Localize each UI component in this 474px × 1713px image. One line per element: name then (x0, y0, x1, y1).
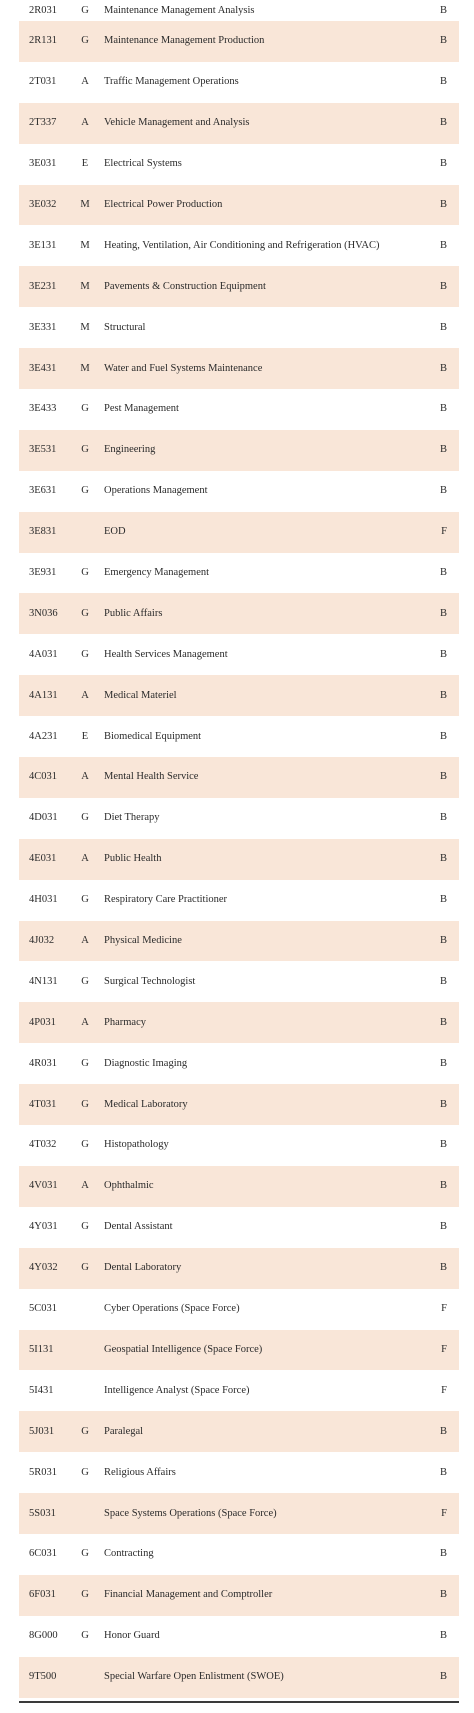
afsc-code-cell: 2T031 (29, 76, 57, 88)
afsc-code-cell: 2T337 (29, 116, 57, 128)
requirement-cell: B (439, 1548, 447, 1560)
afsc-code-cell: 2R031 (29, 4, 58, 16)
career-title-cell: Cyber Operations (Space Force) (104, 1302, 240, 1314)
afsc-code-cell: 4C031 (29, 771, 58, 783)
career-title-cell: Medical Materiel (104, 689, 177, 701)
career-title-cell: Public Health (104, 853, 162, 864)
requirement-cell: B (439, 403, 447, 415)
aptitude-code-cell: M (80, 239, 90, 251)
table-row (19, 757, 459, 798)
afsc-code-cell: 5R031 (29, 1466, 58, 1478)
afsc-code-cell: 3E431 (29, 362, 57, 374)
afsc-code-cell: 4D031 (29, 812, 58, 824)
afsc-code-cell: 5J031 (29, 1425, 55, 1437)
aptitude-code-cell: G (81, 812, 89, 824)
requirement-cell: B (439, 1139, 447, 1151)
career-title-cell: Vehicle Management and Analysis (104, 116, 250, 128)
career-title-cell: Pavements & Construction Equipment (104, 280, 266, 292)
afsc-code-cell: 3E031 (29, 157, 57, 169)
requirement-cell: B (439, 1098, 447, 1110)
requirement-cell: B (439, 484, 447, 496)
career-title-cell: EOD (104, 525, 126, 537)
career-title-cell: Financial Management and Comptroller (104, 1589, 273, 1601)
table-row (19, 1207, 459, 1248)
aptitude-code-cell: G (81, 1425, 89, 1437)
table-row (19, 880, 459, 921)
aptitude-code-cell: G (81, 484, 89, 496)
requirement-cell: F (441, 1302, 447, 1314)
table-row (19, 961, 459, 1002)
afsc-code-cell: 3E831 (29, 525, 57, 537)
career-title-cell: Maintenance Management Production (104, 35, 265, 47)
afsc-table (19, 0, 459, 1698)
career-title-cell: Biomedical Equipment (104, 730, 202, 742)
requirement-cell: B (439, 157, 447, 169)
table-row (19, 389, 459, 430)
afsc-code-cell: 4J032 (29, 934, 55, 946)
afsc-code-cell: 4P031 (29, 1016, 56, 1028)
afsc-code-cell: 4A131 (29, 689, 58, 701)
table-row (19, 144, 459, 185)
table-row (19, 1493, 459, 1534)
aptitude-code-cell: G (81, 1098, 89, 1110)
table-row (19, 430, 459, 471)
career-title-cell: Surgical Technologist (104, 975, 196, 987)
career-title-cell: Water and Fuel Systems Maintenance (104, 362, 263, 374)
afsc-code-cell: 4T032 (29, 1139, 57, 1151)
career-title-cell: Ophthalmic (104, 1180, 154, 1192)
career-title-cell: Histopathology (104, 1139, 169, 1151)
aptitude-code-cell: E (81, 157, 89, 169)
aptitude-code-cell: A (81, 771, 89, 783)
requirement-cell: B (439, 853, 447, 864)
aptitude-code-cell: A (81, 853, 89, 864)
requirement-cell: B (439, 1670, 447, 1682)
afsc-code-cell: 5I431 (29, 1384, 54, 1396)
table-row (19, 225, 459, 266)
aptitude-code-cell: G (81, 1221, 89, 1233)
afsc-code-cell: 2R131 (29, 35, 58, 47)
afsc-code-cell: 9T500 (29, 1670, 57, 1682)
requirement-cell: B (439, 280, 447, 292)
table-row (19, 1575, 459, 1616)
table-row (19, 839, 459, 880)
aptitude-code-cell: G (81, 444, 89, 456)
requirement-cell: B (439, 1057, 447, 1069)
table-row (19, 471, 459, 512)
requirement-cell: B (439, 1466, 447, 1478)
requirement-cell: B (439, 689, 447, 701)
table-row (19, 1452, 459, 1493)
aptitude-code-cell: A (81, 1016, 89, 1028)
table-row (19, 1330, 459, 1371)
career-title-cell: Paralegal (104, 1425, 144, 1437)
career-title-cell: Pharmacy (104, 1016, 146, 1028)
requirement-cell: B (439, 607, 447, 619)
requirement-cell: B (439, 76, 447, 88)
requirement-cell: B (439, 771, 447, 783)
afsc-code-cell: 3E231 (29, 280, 57, 292)
requirement-cell: B (439, 321, 447, 333)
requirement-cell: B (439, 198, 447, 210)
career-title-cell: Contracting (104, 1548, 154, 1560)
table-row (19, 185, 459, 226)
table-row (19, 1657, 459, 1698)
afsc-code-cell: 5S031 (29, 1507, 56, 1519)
aptitude-code-cell: G (81, 648, 89, 660)
aptitude-code-cell: A (81, 934, 89, 946)
career-title-cell: Public Affairs (104, 607, 163, 619)
requirement-cell: B (439, 239, 447, 251)
afsc-code-cell: 4R031 (29, 1057, 58, 1069)
table-row (19, 1125, 459, 1166)
aptitude-code-cell: G (81, 1057, 89, 1069)
career-title-cell: Dental Laboratory (104, 1261, 182, 1273)
career-title-cell: Geospatial Intelligence (Space Force) (104, 1343, 263, 1355)
table-bottom-rule (19, 1701, 459, 1703)
table-row (19, 266, 459, 307)
career-title-cell: Physical Medicine (104, 934, 182, 946)
requirement-cell: B (439, 4, 447, 16)
aptitude-code-cell: M (80, 321, 90, 333)
afsc-code-cell: 3E433 (29, 403, 57, 415)
afsc-code-cell: 3E032 (29, 198, 57, 210)
requirement-cell: B (439, 1629, 447, 1641)
aptitude-code-cell: G (81, 4, 89, 16)
requirement-cell: B (439, 1425, 447, 1437)
aptitude-code-cell: G (81, 1466, 89, 1478)
aptitude-code-cell: A (81, 76, 89, 88)
requirement-cell: B (439, 566, 447, 578)
aptitude-code-cell: G (81, 566, 89, 578)
afsc-code-cell: 4Y032 (29, 1261, 58, 1273)
career-title-cell: Honor Guard (104, 1629, 160, 1641)
career-title-cell: Respiratory Care Practitioner (104, 893, 228, 905)
career-title-cell: Mental Health Service (104, 771, 199, 783)
requirement-cell: B (439, 730, 447, 742)
table-row (19, 553, 459, 594)
afsc-code-cell: 4V031 (29, 1180, 58, 1192)
table-row (19, 716, 459, 757)
afsc-code-cell: 8G000 (29, 1629, 58, 1641)
table-row (19, 21, 459, 62)
career-title-cell: Diet Therapy (104, 812, 160, 824)
afsc-code-cell: 6F031 (29, 1589, 56, 1601)
career-title-cell: Medical Laboratory (104, 1098, 188, 1110)
table-row (19, 634, 459, 675)
requirement-cell: B (439, 893, 447, 905)
table-row (19, 1534, 459, 1575)
aptitude-code-cell: M (80, 280, 90, 292)
aptitude-code-cell: G (81, 975, 89, 987)
career-title-cell: Special Warfare Open Enlistment (SWOE) (104, 1670, 284, 1682)
afsc-code-cell: 4Y031 (29, 1221, 58, 1233)
requirement-cell: F (441, 525, 447, 537)
career-title-cell: Engineering (104, 444, 156, 456)
requirement-cell: B (439, 975, 447, 987)
afsc-code-cell: 3E331 (29, 321, 57, 333)
requirement-cell: B (439, 934, 447, 946)
requirement-cell: B (439, 444, 447, 456)
table-row (19, 307, 459, 348)
afsc-code-cell: 3E131 (29, 239, 57, 251)
career-title-cell: Traffic Management Operations (104, 76, 239, 88)
aptitude-code-cell: G (81, 1589, 89, 1601)
afsc-code-cell: 3N036 (29, 607, 58, 619)
career-title-cell: Maintenance Management Analysis (104, 4, 255, 16)
career-title-cell: Dental Assistant (104, 1221, 173, 1233)
requirement-cell: B (439, 1589, 447, 1601)
requirement-cell: B (439, 812, 447, 824)
afsc-code-cell: 4A231 (29, 730, 58, 742)
career-title-cell: Religious Affairs (104, 1466, 176, 1478)
afsc-code-cell: 3E631 (29, 484, 57, 496)
afsc-code-cell: 3E531 (29, 444, 57, 456)
aptitude-code-cell: G (81, 35, 89, 47)
career-title-cell: Operations Management (104, 484, 208, 496)
career-title-cell: Heating, Ventilation, Air Conditioning and Refrigeration (HVAC) (104, 239, 380, 251)
requirement-cell: B (439, 35, 447, 47)
table-row (19, 593, 459, 634)
requirement-cell: B (439, 1180, 447, 1192)
aptitude-code-cell: G (81, 1548, 89, 1560)
table-row (19, 62, 459, 103)
table-row (19, 348, 459, 389)
aptitude-code-cell: A (81, 116, 89, 128)
table-row (19, 1289, 459, 1330)
requirement-cell: B (439, 116, 447, 128)
career-title-cell: Diagnostic Imaging (104, 1057, 188, 1069)
aptitude-code-cell: G (81, 1261, 89, 1273)
requirement-cell: B (439, 1221, 447, 1233)
aptitude-code-cell: G (81, 1629, 89, 1641)
afsc-code-cell: 4N131 (29, 975, 58, 987)
table-row (19, 1166, 459, 1207)
table-row (19, 1002, 459, 1043)
career-title-cell: Structural (104, 321, 146, 333)
career-title-cell: Intelligence Analyst (Space Force) (104, 1384, 250, 1396)
table-row (19, 1084, 459, 1125)
career-title-cell: Electrical Power Production (104, 198, 223, 210)
afsc-code-cell: 4H031 (29, 893, 58, 905)
requirement-cell: B (439, 1016, 447, 1028)
aptitude-code-cell: G (81, 893, 89, 905)
requirement-cell: B (439, 648, 447, 660)
requirement-cell: F (441, 1343, 447, 1355)
table-row (19, 1043, 459, 1084)
requirement-cell: F (441, 1507, 447, 1519)
table-row (19, 675, 459, 716)
table-row (19, 1411, 459, 1452)
afsc-code-cell: 5C031 (29, 1302, 58, 1314)
afsc-code-cell: 4E031 (29, 853, 57, 864)
career-title-cell: Electrical Systems (104, 157, 182, 169)
requirement-cell: F (441, 1384, 447, 1396)
aptitude-code-cell: M (80, 198, 90, 210)
table-row (19, 512, 459, 553)
table-row (19, 1248, 459, 1289)
aptitude-code-cell: G (81, 1139, 89, 1151)
aptitude-code-cell: A (81, 689, 89, 701)
career-title-cell: Pest Management (104, 403, 179, 415)
requirement-cell: B (439, 362, 447, 374)
aptitude-code-cell: A (81, 1180, 89, 1192)
career-title-cell: Health Services Management (104, 648, 228, 660)
afsc-code-cell: 4A031 (29, 648, 58, 660)
table-row (19, 103, 459, 144)
career-title-cell: Space Systems Operations (Space Force) (104, 1507, 277, 1519)
afsc-code-cell: 4T031 (29, 1098, 57, 1110)
aptitude-code-cell: G (81, 403, 89, 415)
aptitude-code-cell: G (81, 607, 89, 619)
afsc-code-cell: 6C031 (29, 1548, 58, 1560)
requirement-cell: B (439, 1261, 447, 1273)
aptitude-code-cell: E (81, 730, 89, 742)
table-row (19, 1616, 459, 1657)
aptitude-code-cell: M (80, 362, 90, 374)
table-row (19, 1370, 459, 1411)
table-row (19, 921, 459, 962)
afsc-code-cell: 5I131 (29, 1343, 54, 1355)
career-title-cell: Emergency Management (104, 566, 210, 578)
afsc-code-cell: 3E931 (29, 566, 57, 578)
table-row (19, 798, 459, 839)
table-row (19, 0, 459, 21)
